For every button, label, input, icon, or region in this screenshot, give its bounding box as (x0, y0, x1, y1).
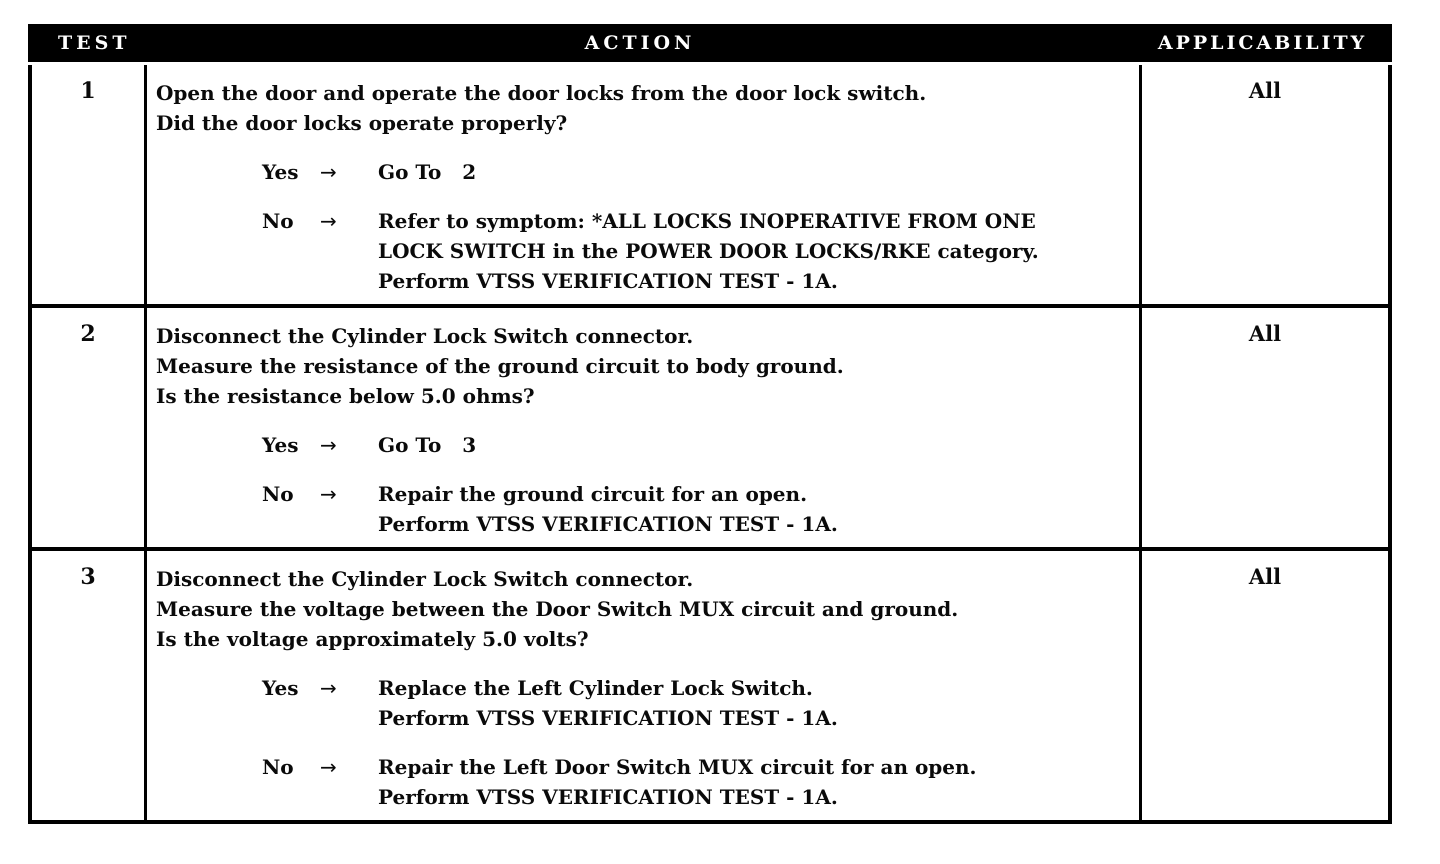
branch-result-line: Replace the Left Cylinder Lock Switch. (378, 676, 813, 700)
branches (156, 673, 1133, 812)
branch-label: Yes (262, 676, 299, 700)
branch-label: No (262, 482, 294, 506)
branch-row (262, 430, 1133, 460)
branch-result-line: Perform VTSS VERIFICATION TEST - 1A. (378, 269, 838, 293)
intro-line: Measure the resistance of the ground circuit to body ground. (156, 354, 844, 378)
branch-results (378, 157, 1133, 187)
branch-results (378, 430, 1133, 460)
branch-results (378, 752, 1133, 812)
diagnostic-table (28, 24, 1392, 824)
branch-row (262, 206, 1133, 296)
branch-row (262, 157, 1133, 187)
applicability-value: All (1248, 564, 1282, 589)
branch-result-line: LOCK SWITCH in the POWER DOOR LOCKS/RKE category. (378, 239, 1039, 263)
arrow-right-icon: → (320, 160, 337, 184)
table-row (32, 551, 1388, 820)
test-number-cell (32, 308, 147, 547)
arrow-right-icon: → (320, 433, 337, 457)
arrow-right-icon: → (320, 676, 337, 700)
intro-lines (156, 321, 1133, 411)
test-number: 3 (80, 564, 96, 590)
test-number: 2 (80, 321, 96, 347)
applicability-cell (1139, 308, 1388, 547)
intro-line: Did the door locks operate properly? (156, 111, 568, 135)
intro-line: Is the voltage approximately 5.0 volts? (156, 627, 589, 651)
applicability-cell (1139, 551, 1388, 820)
action-cell (147, 65, 1139, 304)
applicability-value: All (1248, 321, 1282, 346)
branch-label: Yes (262, 160, 299, 184)
header-cell-test: TEST (58, 32, 131, 54)
header-cell-applicability: APPLICABILITY (1157, 32, 1368, 54)
branch-result-line: Perform VTSS VERIFICATION TEST - 1A. (378, 785, 838, 809)
branch-result-line: Refer to symptom: *ALL LOCKS INOPERATIVE FROM ONE (378, 209, 1036, 233)
branch-label: Yes (262, 433, 299, 457)
branch-row (262, 479, 1133, 539)
branch-result-line: Repair the Left Door Switch MUX circuit for an open. (378, 755, 977, 779)
branch-row (262, 752, 1133, 812)
test-number-cell (32, 551, 147, 820)
branch-result-line: Go To 2 (378, 160, 477, 184)
intro-line: Measure the voltage between the Door Switch MUX circuit and ground. (156, 597, 959, 621)
arrow-right-icon: → (320, 755, 337, 779)
branch-results (378, 479, 1133, 539)
intro-line: Disconnect the Cylinder Lock Switch connector. (156, 567, 694, 591)
table-row (32, 65, 1388, 308)
branch-row (262, 673, 1133, 733)
branch-result-line: Repair the ground circuit for an open. (378, 482, 808, 506)
branch-label: No (262, 209, 294, 233)
intro-line: Disconnect the Cylinder Lock Switch connector. (156, 324, 694, 348)
action-cell (147, 551, 1139, 820)
branch-result-line: Go To 3 (378, 433, 477, 457)
branch-results (378, 206, 1133, 296)
table-row (32, 308, 1388, 551)
action-cell (147, 308, 1139, 547)
intro-line: Is the resistance below 5.0 ohms? (156, 384, 535, 408)
arrow-right-icon: → (320, 482, 337, 506)
branches (156, 157, 1133, 296)
intro-line: Open the door and operate the door locks from the door lock switch. (156, 81, 927, 105)
branch-result-line: Perform VTSS VERIFICATION TEST - 1A. (378, 512, 838, 536)
applicability-cell (1139, 65, 1388, 304)
branch-results (378, 673, 1133, 733)
table-header (28, 24, 1392, 62)
header-cell-action: ACTION (584, 32, 696, 54)
applicability-value: All (1248, 78, 1282, 103)
intro-lines (156, 78, 1133, 138)
table-body (28, 65, 1392, 824)
intro-lines (156, 564, 1133, 654)
test-number-cell (32, 65, 147, 304)
branch-result-line: Perform VTSS VERIFICATION TEST - 1A. (378, 706, 838, 730)
branch-label: No (262, 755, 294, 779)
arrow-right-icon: → (320, 209, 337, 233)
branches (156, 430, 1133, 539)
test-number: 1 (80, 78, 96, 104)
